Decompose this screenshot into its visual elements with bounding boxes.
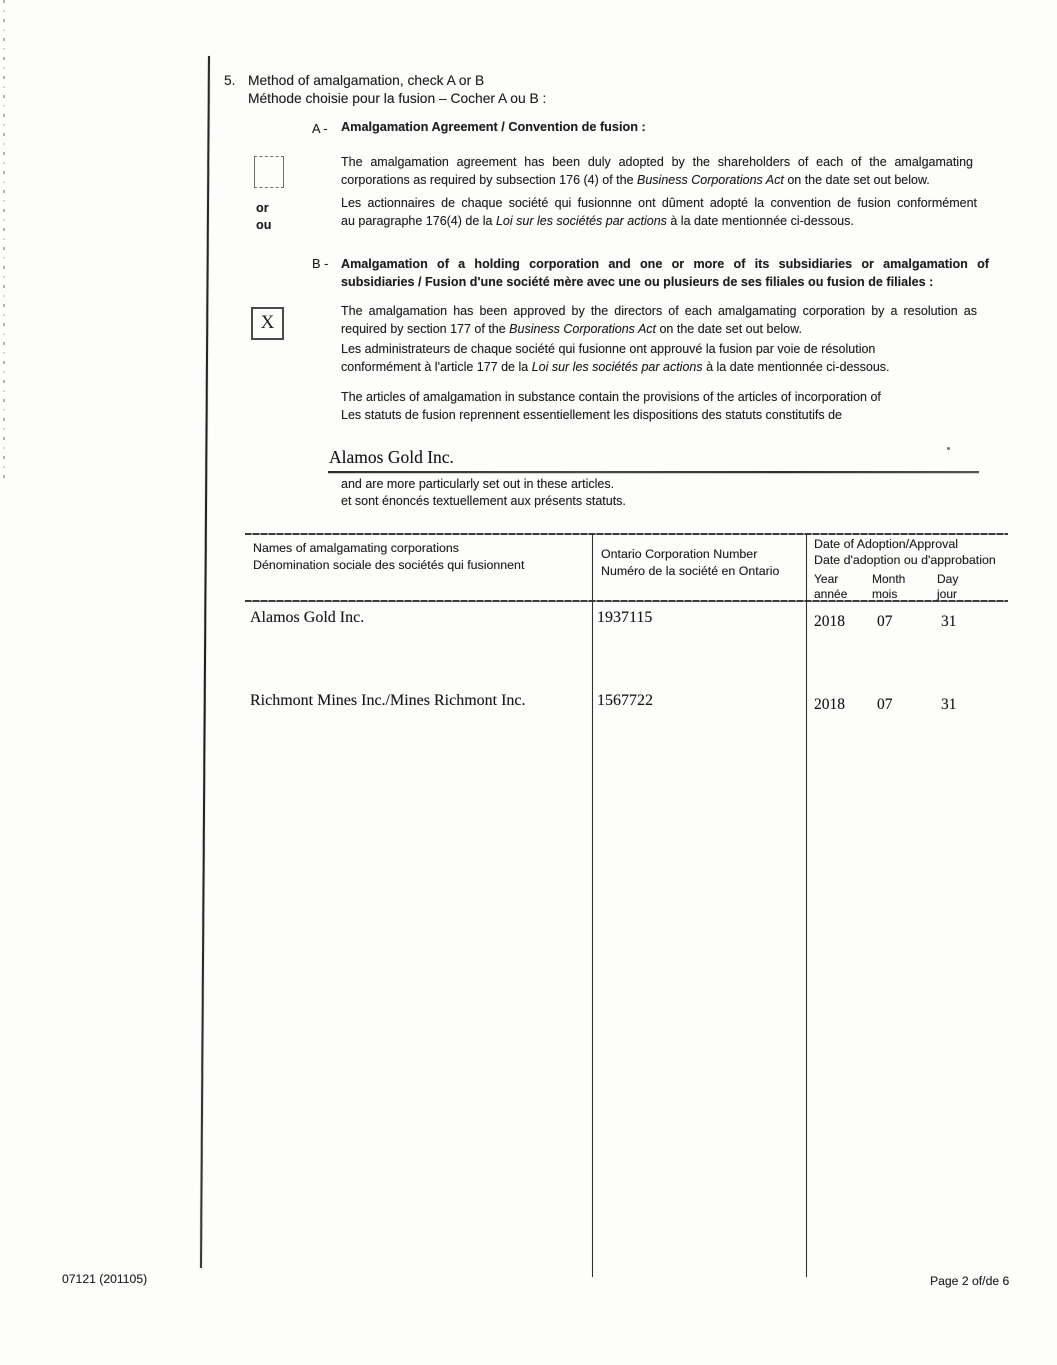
or-ou-label (256, 200, 271, 234)
ocn-column-header: Ontario Corporation Number Numéro de la société en Ontario (601, 547, 780, 578)
option-b-heading-line2: subsidiaries / Fusion d'une société mère avec une ou plusieurs de ses filiales ou fusion de filiales : (341, 275, 934, 289)
day-cell[interactable]: 31 (941, 613, 957, 630)
statute-name-italic: Business Corporations Act (509, 322, 656, 336)
option-b-heading-line1: Amalgamation of a holding corporation and one or more of its subsidiaries or amalgamation of (341, 257, 989, 271)
day-subheader: Day jour (937, 572, 959, 601)
option-a-checkbox[interactable] (254, 156, 284, 188)
articles-after (341, 476, 626, 510)
year-subheader: Year année (814, 572, 848, 601)
item-number: 5. (224, 73, 236, 88)
option-b-paragraph-fr (341, 340, 961, 376)
month-subheader: Month mois (872, 572, 906, 601)
option-b-heading (341, 255, 989, 291)
statute-name-italic: Loi sur les sociétés par actions (531, 360, 703, 374)
fill-in-line (328, 471, 979, 473)
statute-name-italic: Business Corporations Act (637, 173, 784, 187)
articles-after-en: and are more particularly set out in these articles. (341, 477, 615, 491)
ou-label: ou (256, 218, 272, 232)
corporation-number-cell[interactable]: 1937115 (597, 609, 653, 626)
option-a-fr-line2: au paragraphe 176(4) de la Loi sur les sociétés par actions à la date mentionnée ci-dessous. (341, 214, 854, 228)
option-b-en-line1: The amalgamation has been approved by the directors of each amalgamating corporation by a resolution as (341, 304, 977, 318)
year-cell[interactable]: 2018 (814, 696, 845, 713)
option-a-heading: Amalgamation Agreement / Convention de fusion : (341, 120, 646, 134)
option-a-letter: A - (312, 121, 328, 136)
table-column-divider-1 (592, 533, 593, 1277)
option-a-paragraph-en (341, 153, 973, 189)
option-a-en-line2: corporations as required by subsection 176 (4) of the Business Corporations Act on the date set out below. (341, 173, 930, 187)
option-b-fr-line1: Les administrateurs de chaque société qui fusionne ont approuvé la fusion par voie de résolution (341, 342, 876, 356)
day-cell[interactable]: 31 (941, 696, 957, 713)
month-cell[interactable]: 07 (877, 613, 893, 630)
scan-edge-artifact (3, 0, 5, 480)
month-cell[interactable]: 07 (877, 696, 893, 713)
table-top-border (245, 533, 1008, 535)
statute-name-italic: Loi sur les sociétés par actions (495, 214, 667, 228)
option-a-en-line1: The amalgamation agreement has been duly adopted by the shareholders of each of the amalgamating (341, 155, 973, 169)
articles-after-fr: et sont énoncés textuellement aux présents statuts. (341, 494, 626, 508)
date-column-header: Date of Adoption/Approval Date d'adoption ou d'approbation (814, 537, 996, 567)
corporation-name-cell[interactable]: Alamos Gold Inc. (250, 609, 365, 626)
option-b-check-mark: X (260, 312, 275, 333)
option-b-en-line2: required by section 177 of the Business Corporations Act on the date set out below. (341, 322, 802, 336)
option-b-paragraph-en (341, 302, 977, 338)
item-title-fr: Méthode choisie pour la fusion – Cocher A ou B : (248, 91, 547, 106)
corporation-number-cell[interactable]: 1567722 (597, 692, 653, 709)
table-column-divider-2 (806, 533, 807, 1277)
page-indicator: Page 2 of/de 6 (930, 1274, 1010, 1288)
or-label: or (256, 201, 269, 215)
articles-clause-en: The articles of amalgamation in substance contain the provisions of the articles of incorporation of (341, 390, 881, 404)
section-left-rule (200, 56, 210, 1268)
articles-clause (341, 389, 991, 424)
scan-dot-artifact (947, 447, 950, 450)
option-b-letter: B - (312, 256, 329, 271)
articles-clause-fr: Les statuts de fusion reprennent essentiellement les dispositions des statuts constitutifs de (341, 407, 842, 422)
option-b-checkbox[interactable] (251, 307, 284, 340)
names-column-header: Names of amalgamating corporations Dénomination sociale des sociétés qui fusionnent (253, 541, 525, 572)
option-a-paragraph-fr (341, 194, 977, 230)
item-title (248, 72, 546, 108)
year-cell[interactable]: 2018 (814, 613, 845, 630)
option-a-fr-line1: Les actionnaires de chaque société qui fusionnne ont dûment adopté la convention de fusion conformément (341, 196, 977, 210)
articles-corporation-name-field[interactable]: Alamos Gold Inc. (329, 447, 454, 467)
item-title-en: Method of amalgamation, check A or B (248, 73, 485, 88)
option-b-fr-line2: conformément à l'article 177 de la Loi sur les sociétés par actions à la date mentionnée ci-dessous. (341, 360, 890, 374)
form-number: 07121 (201105) (62, 1272, 148, 1286)
corporation-name-cell[interactable]: Richmont Mines Inc./Mines Richmont Inc. (250, 692, 526, 709)
